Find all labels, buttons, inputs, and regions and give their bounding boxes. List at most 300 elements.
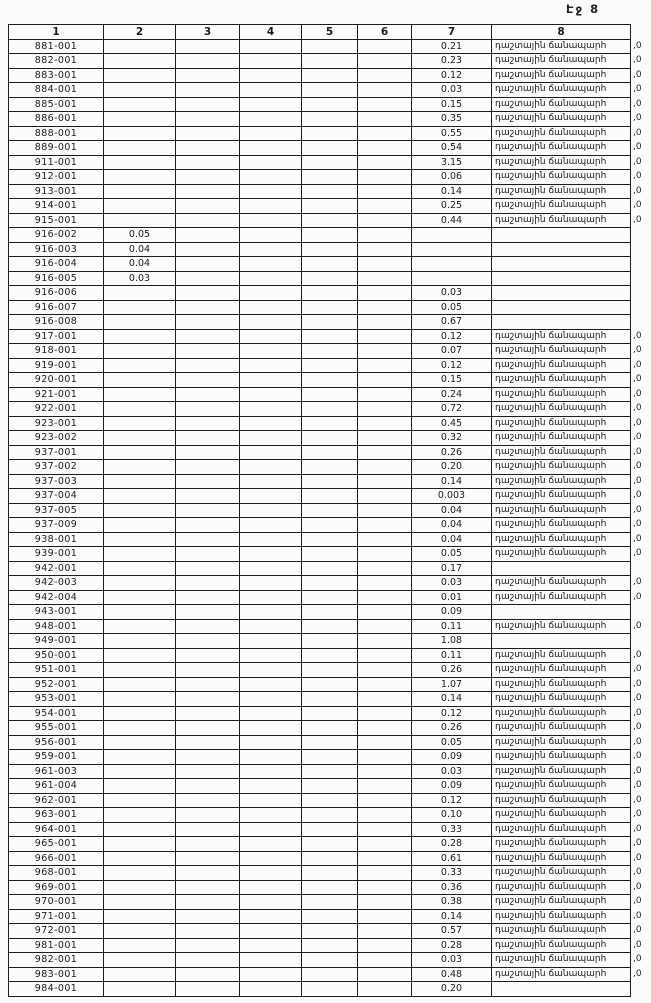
col3-cell <box>176 532 240 547</box>
col3-cell <box>176 387 240 402</box>
road-type-cell <box>492 286 631 301</box>
col2-value-cell <box>104 605 176 620</box>
col5-cell <box>302 822 358 837</box>
col2-value-cell: 0.04 <box>104 257 176 272</box>
col4-cell <box>240 605 302 620</box>
road-type-cell: դաշտային ճանապարհ <box>492 779 631 794</box>
row-id-cell: 953-001 <box>9 692 104 707</box>
col4-cell <box>240 692 302 707</box>
table-row <box>9 445 651 460</box>
edge-fragment: ,0 <box>633 896 642 907</box>
road-type-cell: դաշտային ճանապարհ <box>492 387 631 402</box>
col2-value-cell <box>104 112 176 127</box>
col4-cell <box>240 315 302 330</box>
col6-cell <box>358 431 412 446</box>
road-type-cell: դաշտային ճանապարհ <box>492 184 631 199</box>
col6-cell <box>358 764 412 779</box>
col3-cell <box>176 141 240 156</box>
col4-cell <box>240 126 302 141</box>
edge-fragment: ,0 <box>633 330 642 341</box>
road-type-cell: դաշտային ճանապարհ <box>492 83 631 98</box>
col2-value-cell <box>104 39 176 54</box>
table-row <box>9 909 651 924</box>
edge-fragment: ,0 <box>633 823 642 834</box>
edge-fragment: ,0 <box>633 678 642 689</box>
col7-value-cell: 0.12 <box>412 358 492 373</box>
road-type-cell: դաշտային ճանապարհ <box>492 590 631 605</box>
col2-value-cell <box>104 532 176 547</box>
col3-cell <box>176 663 240 678</box>
row-id-cell: 949-001 <box>9 634 104 649</box>
col7-value-cell: 0.20 <box>412 982 492 997</box>
col4-cell <box>240 518 302 533</box>
edge-fragment <box>631 257 651 272</box>
col5-cell <box>302 764 358 779</box>
table-row <box>9 489 651 504</box>
col3-cell <box>176 155 240 170</box>
road-type-cell: դաշտային ճանապարհ <box>492 648 631 663</box>
col3-cell <box>176 242 240 257</box>
row-id-cell: 937-009 <box>9 518 104 533</box>
edge-fragment: ,0 <box>633 417 642 428</box>
table-row <box>9 518 651 533</box>
table-row <box>9 474 651 489</box>
col4-cell <box>240 300 302 315</box>
edge-fragment <box>631 286 651 301</box>
col4-cell <box>240 967 302 982</box>
col7-value-cell: 0.06 <box>412 170 492 185</box>
col6-cell <box>358 286 412 301</box>
col3-cell <box>176 924 240 939</box>
row-id-cell: 937-001 <box>9 445 104 460</box>
col6-cell <box>358 590 412 605</box>
col5-cell <box>302 895 358 910</box>
road-type-cell: դաշտային ճանապարհ <box>492 358 631 373</box>
col6-cell <box>358 706 412 721</box>
row-id-cell: 923-001 <box>9 416 104 431</box>
table-row <box>9 808 651 823</box>
col3-cell <box>176 706 240 721</box>
table-row <box>9 880 651 895</box>
col3-cell <box>176 764 240 779</box>
col4-cell <box>240 924 302 939</box>
table-row <box>9 822 651 837</box>
table-row <box>9 286 651 301</box>
col4-cell <box>240 648 302 663</box>
col7-value-cell: 0.14 <box>412 909 492 924</box>
row-id-cell: 885-001 <box>9 97 104 112</box>
col5-cell <box>302 184 358 199</box>
col4-cell <box>240 155 302 170</box>
edge-fragment: ,0 <box>633 620 642 631</box>
col7-value-cell <box>412 271 492 286</box>
col7-value-cell <box>412 228 492 243</box>
col2-value-cell <box>104 387 176 402</box>
col2-value-cell <box>104 518 176 533</box>
col5-cell <box>302 402 358 417</box>
col4-cell <box>240 808 302 823</box>
col3-cell <box>176 97 240 112</box>
col2-value-cell <box>104 402 176 417</box>
edge-fragment: ,0 <box>633 432 642 443</box>
road-type-cell: դաշտային ճանապարհ <box>492 938 631 953</box>
edge-fragment: ,0 <box>633 722 642 733</box>
col5-cell <box>302 576 358 591</box>
table-row <box>9 344 651 359</box>
table-row <box>9 329 651 344</box>
col3-cell <box>176 982 240 997</box>
col6-cell <box>358 402 412 417</box>
row-id-cell: 952-001 <box>9 677 104 692</box>
col7-value-cell: 0.55 <box>412 126 492 141</box>
col3-cell <box>176 474 240 489</box>
col5-cell <box>302 634 358 649</box>
road-type-cell: դաշտային ճանապարհ <box>492 518 631 533</box>
edge-fragment: ,0 <box>633 171 642 182</box>
row-id-cell: 943-001 <box>9 605 104 620</box>
col4-cell <box>240 54 302 69</box>
col5-cell <box>302 416 358 431</box>
table-row <box>9 155 651 170</box>
road-type-cell: դաշտային ճանապարհ <box>492 431 631 446</box>
road-type-cell: դաշտային ճանապարհ <box>492 880 631 895</box>
col3-cell <box>176 199 240 214</box>
row-id-cell: 956-001 <box>9 735 104 750</box>
col6-cell <box>358 924 412 939</box>
edge-fragment: ,0 <box>633 794 642 805</box>
edge-fragment: ,0 <box>633 519 642 530</box>
col2-value-cell <box>104 750 176 765</box>
row-id-cell: 923-002 <box>9 431 104 446</box>
table-row <box>9 764 651 779</box>
edge-fragment: ,0 <box>633 127 642 138</box>
col2-value-cell <box>104 199 176 214</box>
col6-cell <box>358 112 412 127</box>
col7-value-cell: 0.26 <box>412 663 492 678</box>
col7-value-cell: 0.23 <box>412 54 492 69</box>
col5-cell <box>302 721 358 736</box>
col3-cell <box>176 677 240 692</box>
col7-value-cell: 1.08 <box>412 634 492 649</box>
col2-value-cell <box>104 315 176 330</box>
table-row <box>9 213 651 228</box>
road-type-cell: դաշտային ճանապարհ <box>492 619 631 634</box>
table-row <box>9 793 651 808</box>
edge-fragment: ,0 <box>633 446 642 457</box>
col7-value-cell: 0.04 <box>412 518 492 533</box>
col3-cell <box>176 721 240 736</box>
road-type-cell: դաշտային ճանապարհ <box>492 822 631 837</box>
row-id-cell: 916-006 <box>9 286 104 301</box>
col4-cell <box>240 329 302 344</box>
row-id-cell: 954-001 <box>9 706 104 721</box>
col4-cell <box>240 257 302 272</box>
col6-cell <box>358 54 412 69</box>
road-type-cell: դաշտային ճանապարհ <box>492 68 631 83</box>
col3-cell <box>176 213 240 228</box>
row-id-cell: 937-004 <box>9 489 104 504</box>
col2-value-cell: 0.04 <box>104 242 176 257</box>
col7-value-cell: 0.32 <box>412 431 492 446</box>
table-row <box>9 416 651 431</box>
table-row <box>9 54 651 69</box>
row-id-cell: 982-001 <box>9 953 104 968</box>
edge-fragment: ,0 <box>633 533 642 544</box>
table-row <box>9 358 651 373</box>
road-type-cell <box>492 257 631 272</box>
col4-cell <box>240 982 302 997</box>
col6-cell <box>358 416 412 431</box>
row-id-cell: 971-001 <box>9 909 104 924</box>
column-header: 7 <box>412 25 492 40</box>
road-type-cell: դաշտային ճանապարհ <box>492 532 631 547</box>
col3-cell <box>176 184 240 199</box>
col2-value-cell <box>104 953 176 968</box>
col2-value-cell <box>104 779 176 794</box>
col5-cell <box>302 518 358 533</box>
col6-cell <box>358 663 412 678</box>
row-id-cell: 968-001 <box>9 866 104 881</box>
col5-cell <box>302 460 358 475</box>
edge-fragment: ,0 <box>633 649 642 660</box>
col6-cell <box>358 83 412 98</box>
row-id-cell: 883-001 <box>9 68 104 83</box>
col7-value-cell: 0.05 <box>412 735 492 750</box>
col7-value-cell: 0.61 <box>412 851 492 866</box>
column-header: 8 <box>492 25 631 40</box>
col6-cell <box>358 750 412 765</box>
table-row <box>9 402 651 417</box>
row-id-cell: 961-003 <box>9 764 104 779</box>
col7-value-cell: 0.04 <box>412 503 492 518</box>
edge-fragment: ,0 <box>633 751 642 762</box>
road-type-cell: դաշտային ճանապարհ <box>492 39 631 54</box>
col7-value-cell: 0.09 <box>412 779 492 794</box>
col7-value-cell: 0.25 <box>412 199 492 214</box>
col3-cell <box>176 851 240 866</box>
col3-cell <box>176 619 240 634</box>
col7-value-cell: 0.09 <box>412 750 492 765</box>
col5-cell <box>302 387 358 402</box>
col5-cell <box>302 358 358 373</box>
col6-cell <box>358 605 412 620</box>
col6-cell <box>358 155 412 170</box>
col2-value-cell <box>104 416 176 431</box>
col3-cell <box>176 953 240 968</box>
row-id-cell: 961-004 <box>9 779 104 794</box>
road-type-cell: դաշտային ճանապարհ <box>492 866 631 881</box>
edge-fragment: ,0 <box>633 809 642 820</box>
road-type-cell: դաշտային ճանապարհ <box>492 764 631 779</box>
col6-cell <box>358 184 412 199</box>
table-row <box>9 257 651 272</box>
row-id-cell: 916-007 <box>9 300 104 315</box>
column-header: 5 <box>302 25 358 40</box>
col2-value-cell <box>104 431 176 446</box>
col2-value-cell <box>104 793 176 808</box>
column-header: 2 <box>104 25 176 40</box>
table-row <box>9 315 651 330</box>
row-id-cell: 922-001 <box>9 402 104 417</box>
col2-value-cell <box>104 706 176 721</box>
edge-fragment: ,0 <box>633 591 642 602</box>
table-row <box>9 938 651 953</box>
table-row <box>9 779 651 794</box>
col4-cell <box>240 909 302 924</box>
col5-cell <box>302 793 358 808</box>
road-type-cell: դաշտային ճանապարհ <box>492 706 631 721</box>
row-id-cell: 959-001 <box>9 750 104 765</box>
col2-value-cell <box>104 68 176 83</box>
col4-cell <box>240 576 302 591</box>
road-type-cell <box>492 982 631 997</box>
col4-cell <box>240 706 302 721</box>
road-type-cell: դաշտային ճանապարհ <box>492 721 631 736</box>
col3-cell <box>176 735 240 750</box>
edge-fragment <box>631 315 651 330</box>
col5-cell <box>302 532 358 547</box>
table-row <box>9 634 651 649</box>
col2-value-cell <box>104 967 176 982</box>
road-type-cell <box>492 300 631 315</box>
col7-value-cell: 3.15 <box>412 155 492 170</box>
col4-cell <box>240 445 302 460</box>
col7-value-cell: 0.14 <box>412 692 492 707</box>
col6-cell <box>358 837 412 852</box>
col7-value-cell: 0.38 <box>412 895 492 910</box>
col6-cell <box>358 967 412 982</box>
table-row <box>9 605 651 620</box>
col4-cell <box>240 170 302 185</box>
col2-value-cell <box>104 300 176 315</box>
row-id-cell: 937-005 <box>9 503 104 518</box>
road-type-cell: դաշտային ճանապարհ <box>492 663 631 678</box>
header-edge-spacer <box>631 25 651 40</box>
col4-cell <box>240 242 302 257</box>
row-id-cell: 964-001 <box>9 822 104 837</box>
road-type-cell: դաշտային ճանապարհ <box>492 953 631 968</box>
table-row <box>9 924 651 939</box>
col3-cell <box>176 373 240 388</box>
col4-cell <box>240 663 302 678</box>
col2-value-cell <box>104 503 176 518</box>
col2-value-cell <box>104 924 176 939</box>
column-header: 4 <box>240 25 302 40</box>
row-id-cell: 942-003 <box>9 576 104 591</box>
col4-cell <box>240 460 302 475</box>
table-row <box>9 895 651 910</box>
col3-cell <box>176 938 240 953</box>
col4-cell <box>240 837 302 852</box>
road-type-cell: դաշտային ճանապարհ <box>492 373 631 388</box>
col6-cell <box>358 126 412 141</box>
col2-value-cell <box>104 561 176 576</box>
col5-cell <box>302 938 358 953</box>
col6-cell <box>358 257 412 272</box>
col3-cell <box>176 329 240 344</box>
row-id-cell: 937-002 <box>9 460 104 475</box>
edge-fragment: ,0 <box>633 939 642 950</box>
col6-cell <box>358 300 412 315</box>
col5-cell <box>302 39 358 54</box>
col3-cell <box>176 286 240 301</box>
col2-value-cell <box>104 634 176 649</box>
col4-cell <box>240 503 302 518</box>
col2-value-cell <box>104 663 176 678</box>
col3-cell <box>176 170 240 185</box>
edge-fragment <box>631 561 651 576</box>
col4-cell <box>240 561 302 576</box>
header-row <box>9 25 651 40</box>
col4-cell <box>240 387 302 402</box>
col3-cell <box>176 39 240 54</box>
col7-value-cell: 0.07 <box>412 344 492 359</box>
row-id-cell: 963-001 <box>9 808 104 823</box>
col5-cell <box>302 648 358 663</box>
row-id-cell: 916-004 <box>9 257 104 272</box>
row-id-cell: 881-001 <box>9 39 104 54</box>
col6-cell <box>358 39 412 54</box>
edge-fragment: ,0 <box>633 707 642 718</box>
table-row <box>9 184 651 199</box>
col5-cell <box>302 54 358 69</box>
col7-value-cell: 0.03 <box>412 953 492 968</box>
table-row <box>9 677 651 692</box>
col5-cell <box>302 866 358 881</box>
column-header: 3 <box>176 25 240 40</box>
edge-fragment: ,0 <box>633 765 642 776</box>
col7-value-cell: 0.11 <box>412 648 492 663</box>
road-type-cell: դաշտային ճանապարհ <box>492 503 631 518</box>
col2-value-cell <box>104 97 176 112</box>
table-row <box>9 953 651 968</box>
col5-cell <box>302 242 358 257</box>
col7-value-cell: 0.36 <box>412 880 492 895</box>
col6-cell <box>358 503 412 518</box>
col6-cell <box>358 576 412 591</box>
road-type-cell: դաշտային ճանապարհ <box>492 808 631 823</box>
table-row <box>9 373 651 388</box>
road-type-cell <box>492 228 631 243</box>
col5-cell <box>302 141 358 156</box>
col2-value-cell <box>104 692 176 707</box>
col6-cell <box>358 619 412 634</box>
page-number-label: Էջ 8 <box>566 2 601 16</box>
road-type-cell: դաշտային ճանապարհ <box>492 199 631 214</box>
table-body <box>9 39 651 996</box>
col6-cell <box>358 518 412 533</box>
col2-value-cell <box>104 677 176 692</box>
col6-cell <box>358 851 412 866</box>
road-type-cell: դաշտային ճանապարհ <box>492 909 631 924</box>
col3-cell <box>176 779 240 794</box>
table-row <box>9 431 651 446</box>
col4-cell <box>240 634 302 649</box>
edge-fragment: ,0 <box>633 881 642 892</box>
col5-cell <box>302 953 358 968</box>
row-id-cell: 942-001 <box>9 561 104 576</box>
col7-value-cell: 0.05 <box>412 547 492 562</box>
col4-cell <box>240 750 302 765</box>
col6-cell <box>358 97 412 112</box>
col2-value-cell <box>104 735 176 750</box>
col6-cell <box>358 793 412 808</box>
col2-value-cell <box>104 576 176 591</box>
col5-cell <box>302 909 358 924</box>
row-id-cell: 916-002 <box>9 228 104 243</box>
col6-cell <box>358 866 412 881</box>
table-row <box>9 271 651 286</box>
